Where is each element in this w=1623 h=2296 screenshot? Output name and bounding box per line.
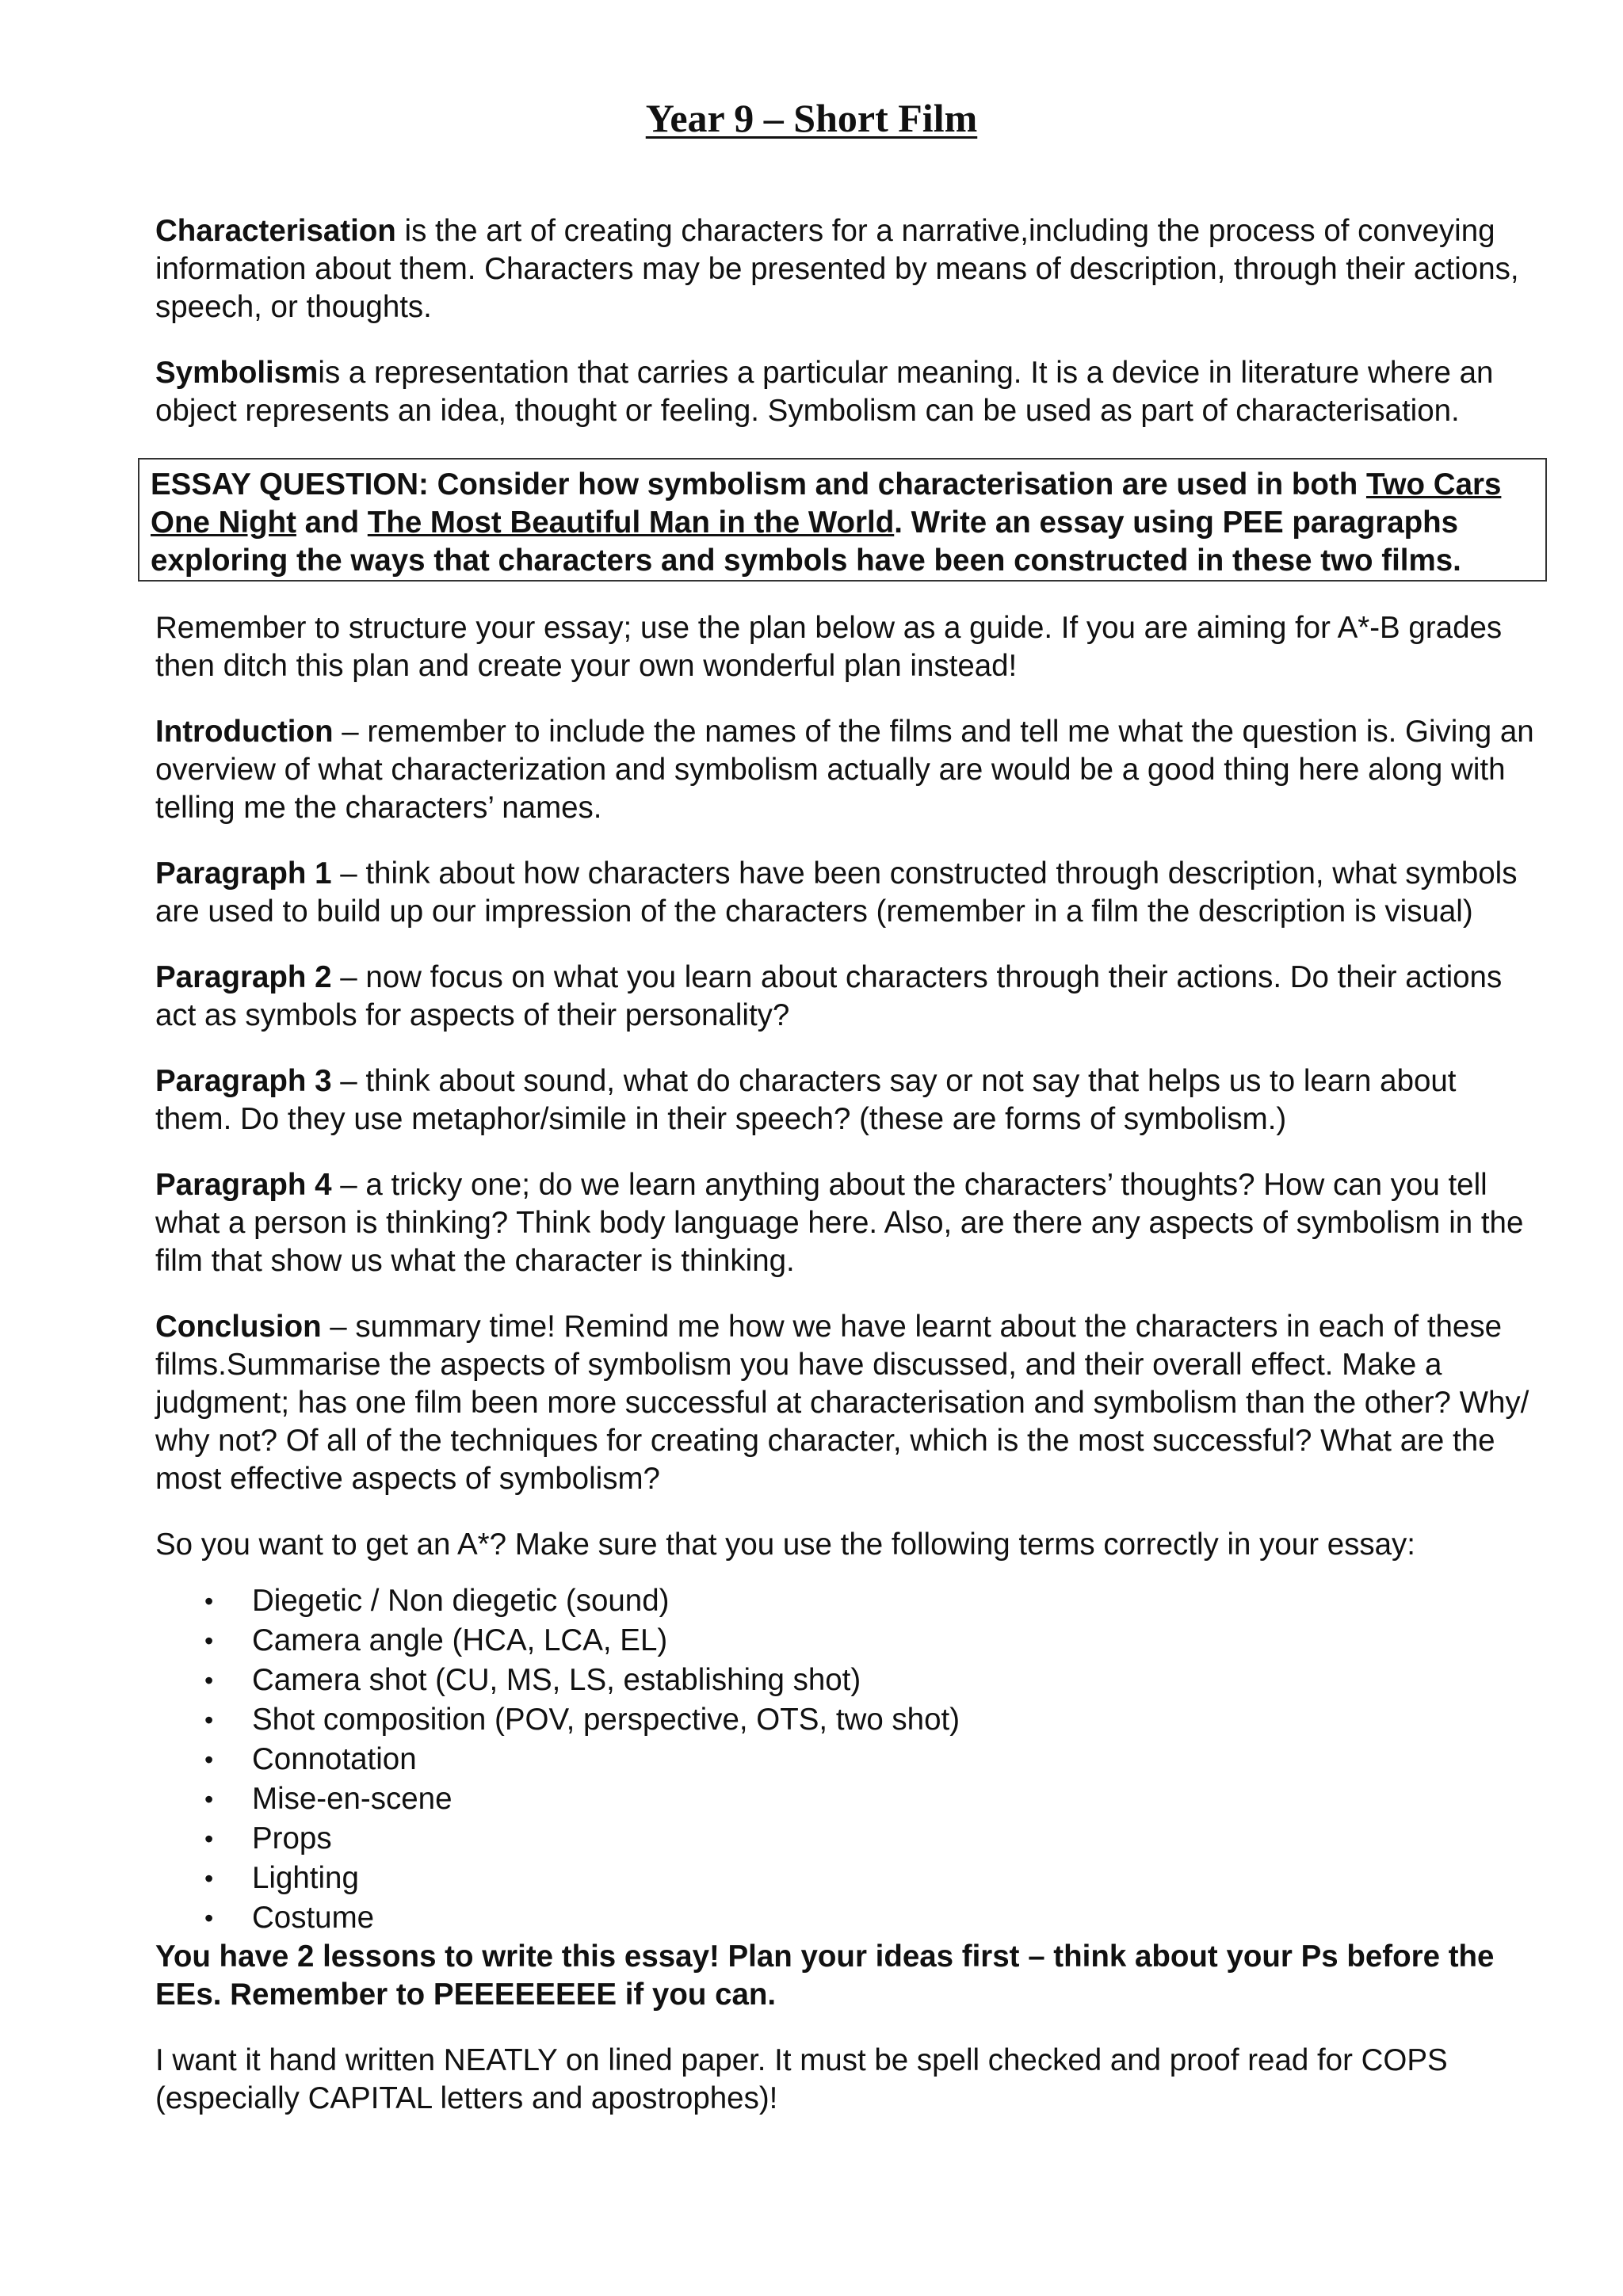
essay-question-suffix: . Write an essay using PEE paragraphs exploring the ways that characters and symbols have been constructed in these two films.: [151, 505, 1461, 578]
bullet-icon: •: [204, 1706, 214, 1734]
handwritten-note: I want it hand written NEATLY on lined paper. It must be spell checked and proof read for COPS (especially CAPITAL letters and apostrophes)!: [155, 2043, 1448, 2115]
list-item: [204, 1819, 1534, 1859]
term-text: Costume: [252, 1901, 375, 1935]
plan-text: – think about sound, what do characters say or not say that helps us to learn about them. Do they use metaphor/simile in their speech? (these are forms of symbolism.): [155, 1064, 1457, 1136]
list-item: [204, 1779, 1534, 1819]
essay-question-prefix: ESSAY QUESTION: Consider how symbolism and characterisation are used in both: [151, 467, 1366, 502]
list-item: [204, 1581, 1534, 1621]
term-text: Camera shot (CU, MS, LS, establishing shot): [252, 1663, 861, 1697]
page-title-text: Year 9 – Short Film: [645, 96, 978, 140]
list-item: [204, 1898, 1534, 1938]
list-item: [204, 1621, 1534, 1661]
bullet-icon: •: [204, 1904, 214, 1932]
structure-reminder: Remember to structure your essay; use the plan below as a guide. If you are aiming for A*-B grades then ditch this plan and create your own wonderful plan instead!: [155, 611, 1503, 683]
term-text: Lighting: [252, 1861, 359, 1895]
plan-paragraph-4: [155, 1166, 1534, 1280]
characterisation-text: is the art of creating characters for a narrative,including the process of conveying information about them. Characters may be presented by means of description, through their actions, speech, or thoughts.: [155, 214, 1519, 324]
bullet-icon: •: [204, 1627, 214, 1655]
essay-question-and: and: [296, 505, 368, 540]
plan-label: Paragraph 3: [155, 1064, 332, 1098]
symbolism-term: Symbolism: [155, 356, 319, 390]
plan-label: Paragraph 2: [155, 960, 332, 994]
essay-film-title-2: The Most Beautiful Man in the World: [367, 505, 895, 540]
term-text: Shot composition (POV, perspective, OTS, two shot): [252, 1703, 960, 1737]
term-text: Connotation: [252, 1742, 417, 1776]
document-body: [151, 212, 1534, 2145]
plan-label: Paragraph 1: [155, 856, 332, 891]
plan-label: Conclusion: [155, 1310, 322, 1344]
page-title: [0, 95, 1623, 141]
plan-conclusion: [155, 1308, 1534, 1498]
symbolism-definition: [155, 354, 1534, 430]
essay-film-title-1: Two Cars One Night: [151, 467, 1502, 540]
list-item: [204, 1700, 1534, 1740]
plan-text: – think about how characters have been constructed through description, what symbols are used to build up our impression of the characters (remember in a film the description is visual): [155, 856, 1518, 929]
bullet-icon: •: [204, 1864, 214, 1893]
plan-label: Paragraph 4: [155, 1168, 332, 1202]
term-text: Camera angle (HCA, LCA, EL): [252, 1623, 668, 1657]
bullet-icon: •: [204, 1745, 214, 1774]
plan-paragraph-2: [155, 959, 1534, 1035]
plan-paragraph-1: [155, 855, 1534, 931]
symbolism-text: is a representation that carries a particular meaning. It is a device in literature where an object represents an idea, thought or feeling. Symbolism can be used as part of characterisation.: [155, 356, 1494, 428]
lessons-note: You have 2 lessons to write this essay! Plan your ideas first – think about your Ps before the EEs. Remember to PEEEEEEEE if you can.: [155, 1939, 1495, 2012]
characterisation-term: Characterisation: [155, 214, 396, 248]
bullet-icon: •: [204, 1666, 214, 1695]
plan-text: – a tricky one; do we learn anything about the characters’ thoughts? How can you tell what a person is thinking? Think body language here. Also, are there any aspects of symbolism in the film that show us what the character is thinking.: [155, 1168, 1524, 1278]
term-text: Mise-en-scene: [252, 1782, 453, 1816]
plan-text: – remember to include the names of the films and tell me what the question is. Giving an overview of what characterization and symbolism actually are would be a good thing here along with telling me the characters’ names.: [155, 715, 1534, 825]
essay-question-box: [138, 458, 1547, 582]
term-text: Diegetic / Non diegetic (sound): [252, 1584, 670, 1618]
bullet-icon: •: [204, 1587, 214, 1615]
list-item: [204, 1740, 1534, 1779]
plan-introduction: [155, 713, 1534, 827]
astar-intro: So you want to get an A*? Make sure that you use the following terms correctly in your essay:: [155, 1527, 1416, 1562]
list-item: [204, 1661, 1534, 1700]
bullet-icon: •: [204, 1785, 214, 1814]
bullet-icon: •: [204, 1825, 214, 1853]
plan-paragraph-3: [155, 1062, 1534, 1138]
plan-text: – now focus on what you learn about characters through their actions. Do their actions act as symbols for aspects of their personality?: [155, 960, 1503, 1032]
characterisation-definition: [155, 212, 1534, 326]
terms-list: [155, 1581, 1534, 1938]
plan-text: – summary time! Remind me how we have learnt about the characters in each of these films.Summarise the aspects of symbolism you have discussed, and their overall effect. Make a judgment; has one film been more successful at characterisation and symbolism than the other? Why/ why not? Of all of the techniques for creating character, which is the most successful? What are the most effective aspects of symbolism?: [155, 1310, 1529, 1496]
term-text: Props: [252, 1821, 332, 1855]
list-item: [204, 1859, 1534, 1898]
plan-label: Introduction: [155, 715, 334, 749]
